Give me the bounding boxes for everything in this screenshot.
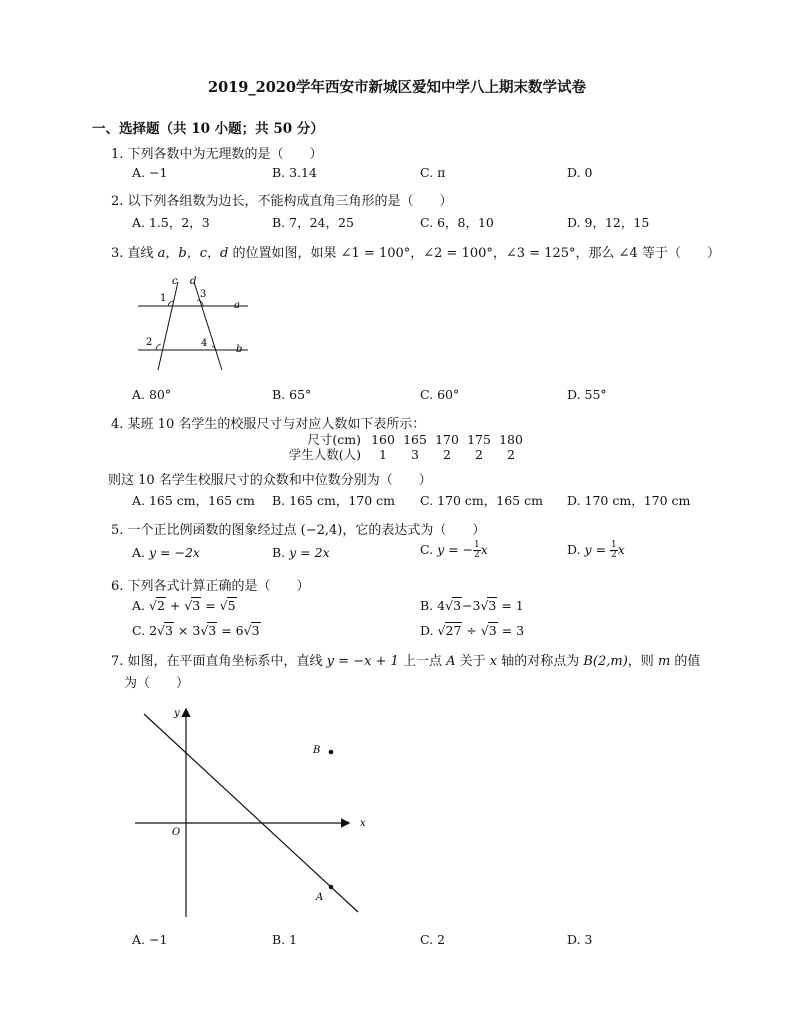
point-a (329, 885, 334, 890)
question-5-stem: 5. 一个正比例函数的图象经过点 (−2,4)，它的表达式为（ ） (111, 523, 486, 538)
label-origin: O (172, 827, 181, 838)
q4-option-d: D. 170 cm，170 cm (567, 493, 691, 508)
label-point-b: B (313, 745, 321, 756)
size-table (276, 432, 527, 462)
q5-option-d-math: y = (584, 542, 611, 557)
q6-option-c: C. 2√3 × 3√3 = 6√3 (132, 623, 260, 638)
angle-4-arc (212, 346, 216, 350)
q6-option-b-letter: B. (420, 598, 438, 613)
q7-option-a: A. −1 (132, 932, 168, 947)
q3-option-c: C. 60° (420, 387, 460, 402)
fraction-denominator: 2 (611, 550, 617, 560)
q5-option-a-math: y = −2x (148, 545, 200, 560)
table-header-count: 学生人数(人) (288, 447, 361, 462)
label-d: d (190, 276, 197, 287)
label-a: a (234, 300, 240, 311)
question-4-stem: 4. 某班 10 名学生的校服尺寸与对应人数如下表所示： (111, 417, 426, 432)
q4-option-c: C. 170 cm，165 cm (420, 493, 543, 508)
q1-option-a: A. −1 (132, 165, 168, 180)
q2-option-d: D. 9，12，15 (567, 215, 650, 230)
q6-option-d-letter: D. (420, 623, 438, 638)
q7-option-b: B. 1 (272, 932, 298, 947)
q5-option-c-fraction (473, 541, 481, 560)
q2-option-a: A. 1.5，2，3 (132, 215, 210, 230)
q5-option-a (132, 545, 200, 560)
q7-stem-var-m: m (657, 654, 671, 669)
q7-stem-part: 上一点 (398, 654, 447, 669)
q5-option-c-math: y = − (437, 542, 474, 557)
question-6-stem: 6. 下列各式计算正确的是（ ） (111, 579, 310, 594)
label-angle-3: 3 (200, 289, 207, 300)
figure-3-parallel-lines (130, 270, 255, 380)
table-row-sizes (276, 432, 527, 447)
question-4-stem-2: 则这 10 名学生校服尺寸的众数和中位数分别为（ ） (108, 473, 432, 488)
q5-option-b-letter: B. (272, 545, 290, 560)
q7-stem-part: ，则 (627, 654, 658, 669)
q2-option-b: B. 7，24，25 (272, 215, 354, 230)
q7-stem-part: 的值 (670, 654, 701, 669)
angle-3-arc (197, 300, 203, 306)
q6-option-c-letter: C. (132, 623, 150, 638)
figure-7-coordinate-plane (130, 700, 370, 920)
q5-option-d-fraction (610, 541, 618, 560)
q5-option-c-var: x (480, 542, 488, 557)
table-row-counts (276, 447, 527, 462)
q5-option-b (272, 545, 330, 560)
point-b (329, 750, 334, 755)
table-cell: 170 (435, 432, 459, 447)
table-cell: 3 (411, 447, 419, 462)
label-x: x (360, 818, 366, 829)
label-angle-2: 2 (146, 337, 153, 348)
label-point-a: A (316, 892, 324, 903)
q3-option-d: D. 55° (567, 387, 607, 402)
q4-option-b: B. 165 cm，170 cm (272, 493, 396, 508)
q7-stem-axis: x (489, 654, 498, 669)
q5-option-d-var: x (617, 542, 625, 557)
table-cell: 2 (443, 447, 451, 462)
q6-option-a: A. √2 + √3 = √5 (132, 598, 236, 613)
fraction-numerator: 1 (611, 540, 617, 550)
question-7-stem-line2: 为（ ） (124, 676, 190, 691)
question-7-stem (111, 650, 700, 669)
q1-option-c: C. π (420, 165, 446, 180)
q3-stem-part-a: 3. 直线 (111, 246, 158, 261)
q5-option-c (420, 541, 488, 560)
q7-stem-point-a: A (446, 654, 456, 669)
question-3-stem (111, 242, 720, 261)
line-y-neg-x-plus-1 (144, 714, 358, 912)
line-d (194, 282, 222, 370)
section-heading: 一、选择题（共 10 小题；共 50 分） (92, 121, 324, 137)
question-1-stem: 1. 下列各数中为无理数的是（ ） (111, 147, 323, 162)
page-title: 2019_2020学年西安市新城区爱知中学八上期末数学试卷 (208, 79, 586, 96)
q6-option-d: D. √27 ÷ √3 = 3 (420, 623, 525, 638)
q5-option-c-letter: C. (420, 542, 438, 557)
q1-option-d: D. 0 (567, 165, 593, 180)
label-b: b (236, 344, 243, 355)
q3-stem-part-b: 的位置如图，如果 ∠1 = 100°，∠2 = 100°，∠3 = 125°，那么 ∠4 等于（ ） (228, 246, 720, 261)
q7-option-d: D. 3 (567, 932, 593, 947)
table-cell: 180 (499, 432, 523, 447)
label-angle-4: 4 (201, 338, 208, 349)
fraction-numerator: 1 (474, 540, 480, 550)
q1-option-b: B. 3.14 (272, 165, 317, 180)
table-cell: 175 (467, 432, 491, 447)
q4-option-a: A. 165 cm，165 cm (132, 493, 255, 508)
q6-option-a-letter: A. (132, 598, 149, 613)
label-angle-1: 1 (160, 293, 167, 304)
q5-option-b-math: y = 2x (289, 545, 330, 560)
q7-stem-part: 关于 (455, 654, 490, 669)
angle-2-arc (156, 344, 161, 350)
table-cell: 2 (475, 447, 483, 462)
q3-stem-vars: a，b，c，d (157, 246, 229, 261)
q2-option-c: C. 6，8，10 (420, 215, 494, 230)
q3-option-b: B. 65° (272, 387, 312, 402)
fraction-denominator: 2 (474, 550, 480, 560)
q7-stem-point-b: B(2,m) (583, 654, 628, 669)
label-c: c (172, 276, 178, 287)
q3-option-a: A. 80° (132, 387, 172, 402)
q7-stem-part: 轴的对称点为 (497, 654, 584, 669)
q7-stem-line-eq: y = −x + 1 (326, 654, 399, 669)
question-2-stem: 2. 以下列各组数为边长，不能构成直角三角形的是（ ） (111, 194, 453, 209)
table-header-size: 尺寸(cm) (307, 432, 361, 447)
q6-option-b: B. 4√3−3√3 = 1 (420, 598, 524, 613)
table-cell: 160 (371, 432, 395, 447)
label-y: y (174, 708, 180, 719)
q5-option-a-letter: A. (132, 545, 149, 560)
q5-option-d (567, 541, 625, 560)
q7-option-c: C. 2 (420, 932, 446, 947)
table-cell: 165 (403, 432, 427, 447)
table-cell: 1 (379, 447, 387, 462)
table-cell: 2 (507, 447, 515, 462)
q7-stem-part: 7. 如图，在平面直角坐标系中，直线 (111, 654, 327, 669)
q5-option-d-letter: D. (567, 542, 585, 557)
